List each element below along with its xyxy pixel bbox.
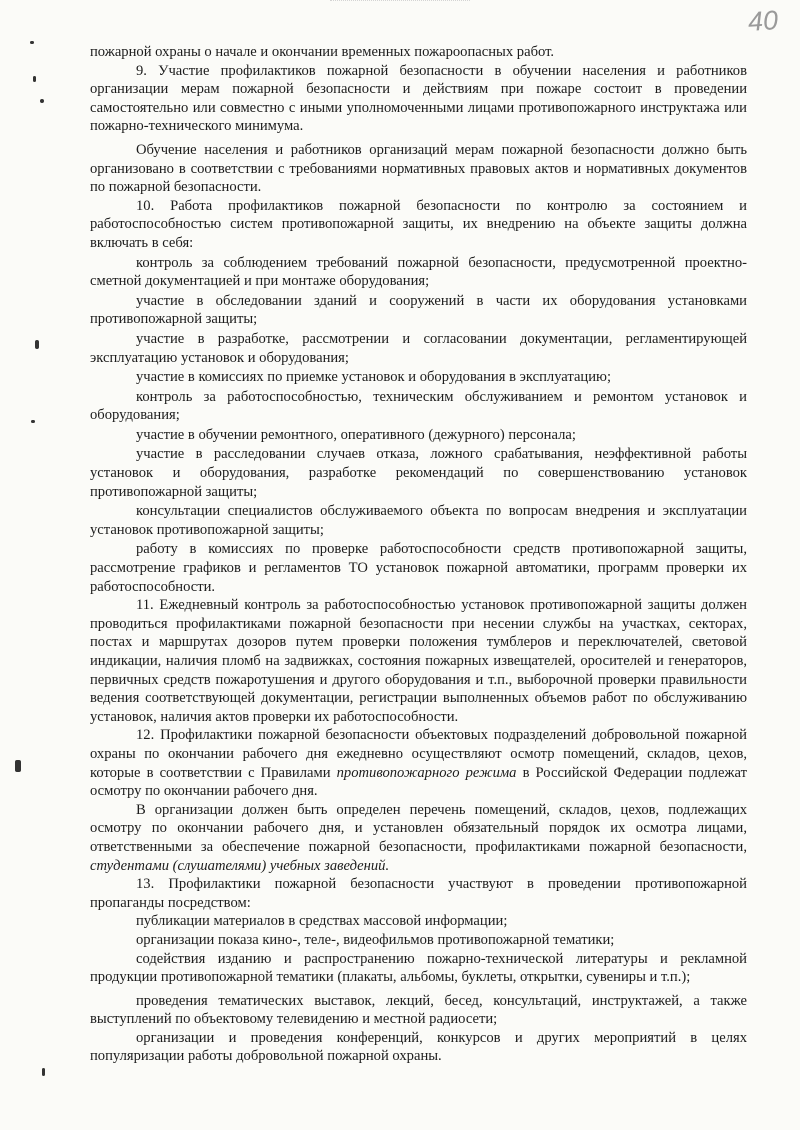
- list-item: содействия изданию и распространению пожарно-технической литературы и рекламной продукции противопожарной тематики (плакаты, альбомы, буклеты, открытки, сувениры и т.п.);: [90, 950, 747, 986]
- header-faint-line: [330, 0, 470, 7]
- list-item: контроль за соблюдением требований пожарной безопасности, предусмотренной проектно-сметной документацией и при монтаже оборудования;: [90, 254, 747, 290]
- paragraph: 11. Ежедневный контроль за работоспособностью установок противопожарной защиты должен проводиться профилактиками пожарной безопасности при несении службы на участках, секторах, постах и маршрутах дозоров путем проверки положения тумблеров и переключателей, световой индикации, наличия пломб на задвижках, состояния пожарных извещателей, оросителей и генераторов, первичных средств пожаротушения и другого оборудования и т.п., выборочной проверки правильности ведения соответствующей документации, регистрации выполненных объемов работ по обслуживанию установок, наличия актов проверки их работоспособности.: [90, 597, 747, 725]
- scan-mark: [40, 99, 44, 103]
- paragraph: Обучение населения и работников организаций мерам пожарной безопасности должно быть организовано в соответствии с требованиями нормативных правовых актов и нормативных документов по пожарной безопасности.: [90, 141, 747, 196]
- list-item: консультации специалистов обслуживаемого объекта по вопросам внедрения и эксплуатации установок противопожарной защиты;: [90, 503, 747, 538]
- text-run: В организации должен быть определен перечень помещений, складов, цехов, подлежащих осмотру по окончании рабочего дня, и установлен обязательный порядок их осмотра лицами, ответственными за обеспечение пожарной безопасности, профилактиками пожарной безопасности,: [90, 801, 747, 855]
- italic-run: студентами (слушателями) учебных заведений.: [90, 857, 390, 874]
- list-item: работу в комиссиях по проверке работоспособности средств противопожарной защиты, рассмотрение графиков и регламентов ТО установок пожарной автоматики, программ проверки их работоспособности.: [90, 541, 747, 595]
- list-item: контроль за работоспособностью, техническим обслуживанием и ремонтом установок и оборудования;: [90, 388, 747, 424]
- list-item: участие в комиссиях по приемке установок и оборудования в эксплуатацию;: [136, 369, 612, 386]
- paragraph: 9. Участие профилактиков пожарной безопасности в обучении населения и работников организации мерам пожарной безопасности и действиям при пожаре состоит в проведении самостоятельно или совместно с иными уполномоченными лицами противопожарного инструктажа или пожарно-технического минимума.: [90, 62, 747, 135]
- scan-mark: [15, 760, 21, 772]
- list-item: участие в обследовании зданий и сооружений в части их оборудования установками противопожарной защиты;: [90, 292, 747, 328]
- scan-mark: [31, 420, 35, 423]
- scan-mark: [42, 1068, 45, 1076]
- paragraph: пожарной охраны о начале и окончании временных пожароопасных работ.: [90, 44, 555, 60]
- italic-run: противопожарного режима: [336, 764, 517, 781]
- list-item: организации показа кино-, теле-, видеофильмов противопожарной тематики;: [136, 931, 615, 948]
- list-item: участие в расследовании случаев отказа, ложного срабатывания, неэффективной работы установок и оборудования, разработке рекомендаций по совершенствованию установок противопожарной защиты;: [90, 446, 747, 500]
- document-body: [90, 43, 747, 1066]
- scan-mark: [30, 41, 34, 44]
- list-item: публикации материалов в средствах массовой информации;: [136, 913, 508, 930]
- text-run: 12. Профилактики пожарной безопасности объектовых подразделений добровольной пожарной охраны по окончании рабочего дня ежедневно осуществляют осмотр помещений, складов, цехов, которые в соответствии с Правилами: [90, 727, 747, 781]
- list-item: участие в обучении ремонтного, оперативного (дежурного) персонала;: [136, 426, 576, 443]
- paragraph: [90, 801, 747, 875]
- paragraph: 10. Работа профилактиков пожарной безопасности по контролю за состоянием и работоспособностью систем противопожарной защиты, их внедрению на объекте защиты должна включать в себя:: [90, 197, 747, 251]
- page-number: 40: [746, 4, 780, 38]
- scan-mark: [33, 76, 36, 82]
- paragraph: [90, 726, 747, 800]
- text-run: в Российской Федерации подлежат осмотру по окончании рабочего дня.: [90, 764, 747, 800]
- list-item: проведения тематических выставок, лекций, бесед, консультаций, инструктажей, а также выступлений по объектовому телевидению и местной радиосети;: [90, 992, 747, 1028]
- list-item: организации и проведения конференций, конкурсов и других мероприятий в целях популяризации работы добровольной пожарной охраны.: [90, 1029, 747, 1065]
- list-item: участие в разработке, рассмотрении и согласовании документации, регламентирующей эксплуатацию установок и оборудования;: [90, 330, 747, 366]
- paragraph: 13. Профилактики пожарной безопасности участвуют в проведении противопожарной пропаганды посредством:: [90, 876, 747, 911]
- scan-mark: [35, 340, 39, 349]
